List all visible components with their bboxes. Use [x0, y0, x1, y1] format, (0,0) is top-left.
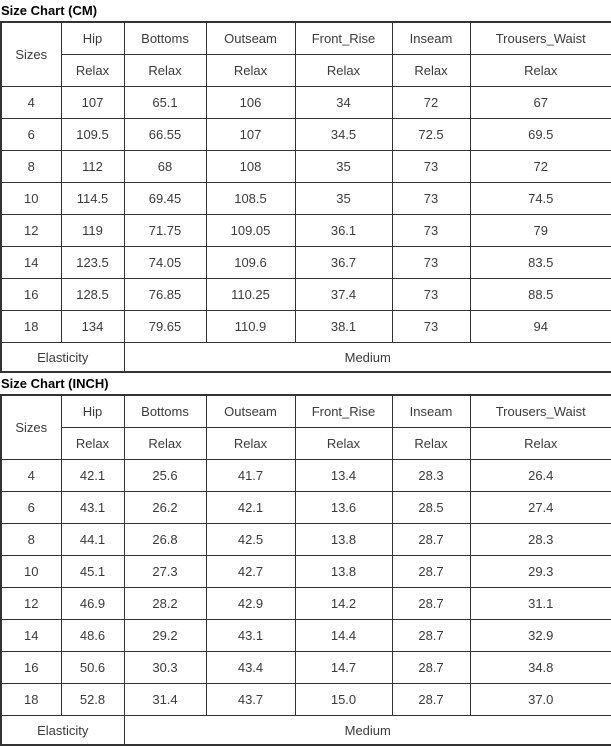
value-cell: 134 [61, 311, 124, 343]
table-row [1, 151, 611, 183]
value-cell: 14.4 [295, 620, 392, 652]
table-row [1, 247, 611, 279]
value-cell: 67 [470, 87, 611, 119]
value-cell: 73 [392, 247, 470, 279]
size-cell: 8 [1, 151, 61, 183]
value-cell: 37.4 [295, 279, 392, 311]
size-cell: 18 [1, 311, 61, 343]
value-cell: 74.5 [470, 183, 611, 215]
table-header [1, 22, 611, 87]
value-cell: 44.1 [61, 524, 124, 556]
value-cell: 29.2 [124, 620, 206, 652]
table-row [1, 215, 611, 247]
value-cell: 14.2 [295, 588, 392, 620]
size-cell: 16 [1, 652, 61, 684]
value-cell: 109.05 [206, 215, 295, 247]
value-cell: 76.85 [124, 279, 206, 311]
column-header-cell: Trousers_Waist [470, 395, 611, 428]
value-cell: 42.1 [61, 460, 124, 492]
value-cell: 13.8 [295, 524, 392, 556]
elasticity-value-cell: Medium [124, 716, 611, 746]
size-cell: 10 [1, 183, 61, 215]
value-cell: 42.1 [206, 492, 295, 524]
column-header-cell: Front_Rise [295, 395, 392, 428]
value-cell: 88.5 [470, 279, 611, 311]
value-cell: 34.5 [295, 119, 392, 151]
value-cell: 109.5 [61, 119, 124, 151]
value-cell: 28.3 [470, 524, 611, 556]
value-cell: 73 [392, 279, 470, 311]
table-row [1, 588, 611, 620]
value-cell: 15.0 [295, 684, 392, 716]
table-footer [1, 343, 611, 373]
table-row [1, 620, 611, 652]
value-cell: 65.1 [124, 87, 206, 119]
value-cell: 26.4 [470, 460, 611, 492]
value-cell: 28.7 [392, 652, 470, 684]
value-cell: 73 [392, 151, 470, 183]
value-cell: 26.2 [124, 492, 206, 524]
column-header-row [1, 395, 611, 428]
column-header-cell: Hip [61, 395, 124, 428]
fit-relax-cell: Relax [295, 428, 392, 460]
value-cell: 43.1 [206, 620, 295, 652]
column-header-row [1, 22, 611, 55]
value-cell: 46.9 [61, 588, 124, 620]
value-cell: 28.3 [392, 460, 470, 492]
value-cell: 66.55 [124, 119, 206, 151]
value-cell: 13.6 [295, 492, 392, 524]
value-cell: 114.5 [61, 183, 124, 215]
value-cell: 83.5 [470, 247, 611, 279]
size-cell: 14 [1, 247, 61, 279]
table-row [1, 652, 611, 684]
value-cell: 30.3 [124, 652, 206, 684]
value-cell: 35 [295, 151, 392, 183]
fit-relax-cell: Relax [206, 55, 295, 87]
value-cell: 13.8 [295, 556, 392, 588]
table-body [1, 460, 611, 716]
value-cell: 29.3 [470, 556, 611, 588]
column-header-cell: Inseam [392, 395, 470, 428]
table-row [1, 311, 611, 343]
fit-relax-cell: Relax [392, 428, 470, 460]
elasticity-label-cell: Elasticity [1, 716, 124, 746]
column-header-cell: Outseam [206, 22, 295, 55]
size-chart-cm-table [0, 21, 611, 373]
value-cell: 27.4 [470, 492, 611, 524]
table-row [1, 87, 611, 119]
value-cell: 72 [470, 151, 611, 183]
value-cell: 41.7 [206, 460, 295, 492]
value-cell: 26.8 [124, 524, 206, 556]
table-body [1, 87, 611, 343]
value-cell: 43.4 [206, 652, 295, 684]
table-footer [1, 716, 611, 746]
value-cell: 50.6 [61, 652, 124, 684]
value-cell: 37.0 [470, 684, 611, 716]
value-cell: 13.4 [295, 460, 392, 492]
value-cell: 74.05 [124, 247, 206, 279]
value-cell: 35 [295, 183, 392, 215]
value-cell: 68 [124, 151, 206, 183]
value-cell: 106 [206, 87, 295, 119]
value-cell: 79.65 [124, 311, 206, 343]
value-cell: 36.7 [295, 247, 392, 279]
size-chart-cm-title: Size Chart (CM) [1, 3, 98, 18]
column-header-cell: Inseam [392, 22, 470, 55]
elasticity-row [1, 716, 611, 746]
elasticity-label-cell: Elasticity [1, 343, 124, 373]
size-cell: 4 [1, 87, 61, 119]
value-cell: 34.8 [470, 652, 611, 684]
value-cell: 110.25 [206, 279, 295, 311]
size-cell: 12 [1, 215, 61, 247]
value-cell: 28.7 [392, 684, 470, 716]
sizes-header-cell: Sizes [1, 395, 61, 460]
size-chart-inch-section [0, 376, 611, 746]
value-cell: 28.7 [392, 620, 470, 652]
value-cell: 28.7 [392, 588, 470, 620]
size-cell: 8 [1, 524, 61, 556]
column-header-cell: Hip [61, 22, 124, 55]
fit-relax-cell: Relax [295, 55, 392, 87]
value-cell: 107 [61, 87, 124, 119]
fit-relax-cell: Relax [206, 428, 295, 460]
value-cell: 14.7 [295, 652, 392, 684]
value-cell: 73 [392, 183, 470, 215]
size-cell: 18 [1, 684, 61, 716]
value-cell: 28.7 [392, 556, 470, 588]
table-row [1, 183, 611, 215]
fit-relax-row [1, 55, 611, 87]
value-cell: 34 [295, 87, 392, 119]
table-header [1, 395, 611, 460]
elasticity-value-cell: Medium [124, 343, 611, 373]
fit-relax-cell: Relax [61, 428, 124, 460]
size-chart-inch-table [0, 394, 611, 746]
value-cell: 42.5 [206, 524, 295, 556]
size-cell: 16 [1, 279, 61, 311]
value-cell: 110.9 [206, 311, 295, 343]
value-cell: 79 [470, 215, 611, 247]
column-header-cell: Trousers_Waist [470, 22, 611, 55]
value-cell: 42.9 [206, 588, 295, 620]
table-row [1, 119, 611, 151]
fit-relax-cell: Relax [61, 55, 124, 87]
sizes-header-cell: Sizes [1, 22, 61, 87]
value-cell: 94 [470, 311, 611, 343]
size-cell: 10 [1, 556, 61, 588]
size-cell: 6 [1, 492, 61, 524]
table-row [1, 492, 611, 524]
size-cell: 6 [1, 119, 61, 151]
value-cell: 72.5 [392, 119, 470, 151]
value-cell: 31.4 [124, 684, 206, 716]
value-cell: 69.5 [470, 119, 611, 151]
value-cell: 108.5 [206, 183, 295, 215]
value-cell: 28.2 [124, 588, 206, 620]
fit-relax-cell: Relax [470, 55, 611, 87]
value-cell: 69.45 [124, 183, 206, 215]
size-cell: 4 [1, 460, 61, 492]
value-cell: 109.6 [206, 247, 295, 279]
value-cell: 52.8 [61, 684, 124, 716]
value-cell: 71.75 [124, 215, 206, 247]
size-cell: 14 [1, 620, 61, 652]
value-cell: 38.1 [295, 311, 392, 343]
column-header-cell: Outseam [206, 395, 295, 428]
value-cell: 36.1 [295, 215, 392, 247]
value-cell: 128.5 [61, 279, 124, 311]
table-row [1, 279, 611, 311]
fit-relax-cell: Relax [470, 428, 611, 460]
value-cell: 27.3 [124, 556, 206, 588]
value-cell: 112 [61, 151, 124, 183]
value-cell: 73 [392, 311, 470, 343]
value-cell: 28.5 [392, 492, 470, 524]
value-cell: 43.1 [61, 492, 124, 524]
value-cell: 72 [392, 87, 470, 119]
size-chart-inch-title: Size Chart (INCH) [1, 376, 109, 391]
table-row [1, 556, 611, 588]
fit-relax-cell: Relax [392, 55, 470, 87]
column-header-cell: Bottoms [124, 22, 206, 55]
value-cell: 107 [206, 119, 295, 151]
fit-relax-cell: Relax [124, 55, 206, 87]
column-header-cell: Front_Rise [295, 22, 392, 55]
fit-relax-row [1, 428, 611, 460]
value-cell: 42.7 [206, 556, 295, 588]
size-chart-cm-section [0, 3, 611, 373]
value-cell: 73 [392, 215, 470, 247]
table-row [1, 684, 611, 716]
table-row [1, 524, 611, 556]
value-cell: 31.1 [470, 588, 611, 620]
value-cell: 123.5 [61, 247, 124, 279]
size-cell: 12 [1, 588, 61, 620]
value-cell: 28.7 [392, 524, 470, 556]
value-cell: 48.6 [61, 620, 124, 652]
value-cell: 45.1 [61, 556, 124, 588]
size-chart-page [0, 3, 611, 746]
value-cell: 25.6 [124, 460, 206, 492]
table-row [1, 460, 611, 492]
fit-relax-cell: Relax [124, 428, 206, 460]
column-header-cell: Bottoms [124, 395, 206, 428]
value-cell: 32.9 [470, 620, 611, 652]
value-cell: 108 [206, 151, 295, 183]
elasticity-row [1, 343, 611, 373]
value-cell: 43.7 [206, 684, 295, 716]
value-cell: 119 [61, 215, 124, 247]
